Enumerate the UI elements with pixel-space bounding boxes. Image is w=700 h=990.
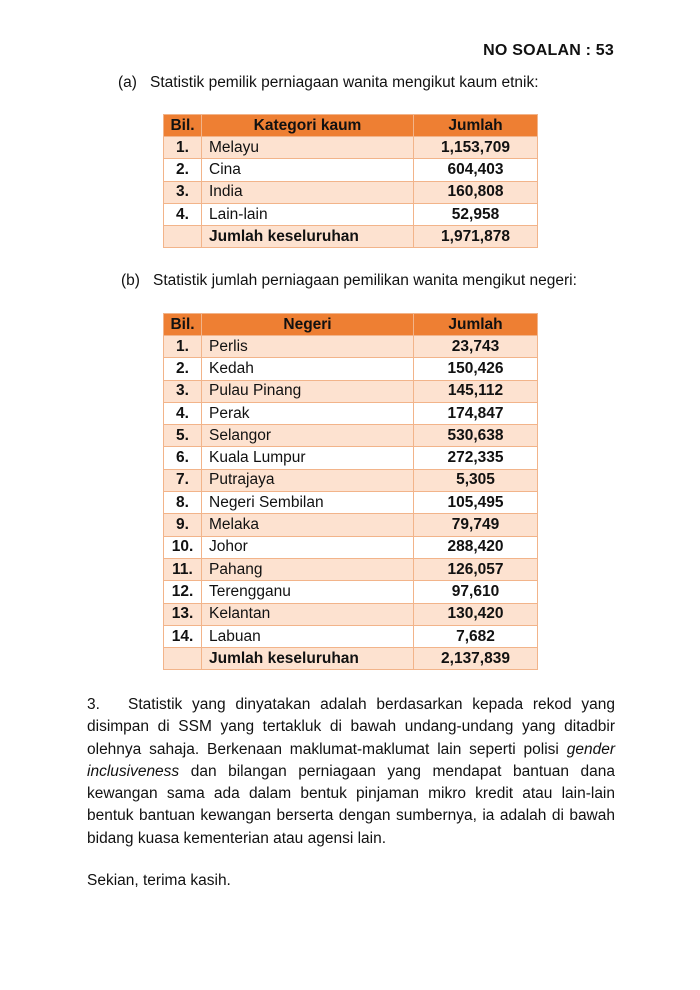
row-bil: 12. xyxy=(164,581,202,603)
row-bil: 9. xyxy=(164,514,202,536)
paragraph-3 xyxy=(87,694,615,850)
row-bil: 4. xyxy=(164,402,202,424)
row-value: 288,420 xyxy=(414,536,538,558)
row-bil: 3. xyxy=(164,181,202,203)
section-b-label: (b) xyxy=(121,272,140,289)
total-label: Jumlah keseluruhan xyxy=(202,226,414,248)
row-bil: 13. xyxy=(164,603,202,625)
row-bil: 8. xyxy=(164,492,202,514)
section-a-label: (a) xyxy=(118,74,137,91)
row-name: Johor xyxy=(202,536,414,558)
table-row xyxy=(164,558,538,580)
table-row xyxy=(164,380,538,402)
table-row xyxy=(164,514,538,536)
table-row xyxy=(164,181,538,203)
table-row xyxy=(164,203,538,225)
row-value: 7,682 xyxy=(414,625,538,647)
row-name: Pulau Pinang xyxy=(202,380,414,402)
section-b-heading xyxy=(121,272,577,290)
table-row xyxy=(164,581,538,603)
row-name: Kuala Lumpur xyxy=(202,447,414,469)
row-name: Melaka xyxy=(202,514,414,536)
row-bil: 10. xyxy=(164,536,202,558)
table-row xyxy=(164,536,538,558)
table-row xyxy=(164,137,538,159)
row-name: Pahang xyxy=(202,558,414,580)
row-value: 150,426 xyxy=(414,358,538,380)
table-row xyxy=(164,469,538,491)
row-name: Perlis xyxy=(202,336,414,358)
row-name: Cina xyxy=(202,159,414,181)
table-row xyxy=(164,358,538,380)
row-bil: 14. xyxy=(164,625,202,647)
row-value: 174,847 xyxy=(414,402,538,424)
row-value: 52,958 xyxy=(414,203,538,225)
row-value: 145,112 xyxy=(414,380,538,402)
row-name: India xyxy=(202,181,414,203)
row-value: 530,638 xyxy=(414,425,538,447)
table-row xyxy=(164,402,538,424)
table-row xyxy=(164,625,538,647)
row-bil: 5. xyxy=(164,425,202,447)
row-value: 97,610 xyxy=(414,581,538,603)
column-header-bil: Bil. xyxy=(164,314,202,336)
total-label: Jumlah keseluruhan xyxy=(202,648,414,670)
row-bil: 2. xyxy=(164,159,202,181)
column-header-jumlah: Jumlah xyxy=(414,115,538,137)
total-row xyxy=(164,648,538,670)
total-row xyxy=(164,226,538,248)
row-name: Kelantan xyxy=(202,603,414,625)
table-header-row xyxy=(164,314,538,336)
column-header-kategori: Kategori kaum xyxy=(202,115,414,137)
table-row xyxy=(164,159,538,181)
row-name: Melayu xyxy=(202,137,414,159)
total-empty-cell xyxy=(164,226,202,248)
paragraph-number: 3. xyxy=(87,696,100,713)
question-number: NO SOALAN : 53 xyxy=(483,42,614,59)
row-value: 23,743 xyxy=(414,336,538,358)
row-name: Putrajaya xyxy=(202,469,414,491)
table-row xyxy=(164,336,538,358)
row-name: Kedah xyxy=(202,358,414,380)
row-value: 1,153,709 xyxy=(414,137,538,159)
column-header-jumlah: Jumlah xyxy=(414,314,538,336)
row-value: 272,335 xyxy=(414,447,538,469)
row-bil: 1. xyxy=(164,137,202,159)
paragraph-text-after: dan bilangan perniagaan yang mendapat bantuan dana kewangan sama ada dalam bentuk pinjaman mikro kredit atau lain-lain bentuk bantuan kewangan berserta dengan sumbernya, ia adalah di bawah bidang kuasa kementerian atau agensi lain. xyxy=(87,762,615,847)
row-bil: 1. xyxy=(164,336,202,358)
row-value: 160,808 xyxy=(414,181,538,203)
state-statistics-table xyxy=(163,313,538,670)
ethnic-statistics-table xyxy=(163,114,538,248)
row-bil: 11. xyxy=(164,558,202,580)
row-name: Selangor xyxy=(202,425,414,447)
row-value: 130,420 xyxy=(414,603,538,625)
row-bil: 3. xyxy=(164,380,202,402)
row-name: Terengganu xyxy=(202,581,414,603)
table-header-row xyxy=(164,115,538,137)
column-header-negeri: Negeri xyxy=(202,314,414,336)
table-row xyxy=(164,603,538,625)
total-value: 1,971,878 xyxy=(414,226,538,248)
row-value: 105,495 xyxy=(414,492,538,514)
total-empty-cell xyxy=(164,648,202,670)
section-a-heading xyxy=(118,74,539,92)
paragraph-text-before: Statistik yang dinyatakan adalah berdasarkan kepada rekod yang disimpan di SSM yang tertakluk di bawah undang-undang yang ditadbir olehnya sahaja. Berkenaan maklumat-maklumat lain seperti polisi xyxy=(87,696,615,758)
row-value: 126,057 xyxy=(414,558,538,580)
row-name: Labuan xyxy=(202,625,414,647)
table-row xyxy=(164,425,538,447)
column-header-bil: Bil. xyxy=(164,115,202,137)
section-b-title: Statistik jumlah perniagaan pemilikan wanita mengikut negeri: xyxy=(153,272,577,289)
row-bil: 4. xyxy=(164,203,202,225)
closing-remark: Sekian, terima kasih. xyxy=(87,872,231,889)
row-name: Perak xyxy=(202,402,414,424)
row-value: 5,305 xyxy=(414,469,538,491)
row-value: 79,749 xyxy=(414,514,538,536)
total-value: 2,137,839 xyxy=(414,648,538,670)
row-bil: 7. xyxy=(164,469,202,491)
row-bil: 6. xyxy=(164,447,202,469)
row-value: 604,403 xyxy=(414,159,538,181)
paragraph-italic-term: gender inclusiveness xyxy=(87,740,615,780)
table-row xyxy=(164,447,538,469)
table-row xyxy=(164,492,538,514)
row-name: Negeri Sembilan xyxy=(202,492,414,514)
row-bil: 2. xyxy=(164,358,202,380)
section-a-title: Statistik pemilik perniagaan wanita mengikut kaum etnik: xyxy=(150,74,539,91)
row-name: Lain-lain xyxy=(202,203,414,225)
